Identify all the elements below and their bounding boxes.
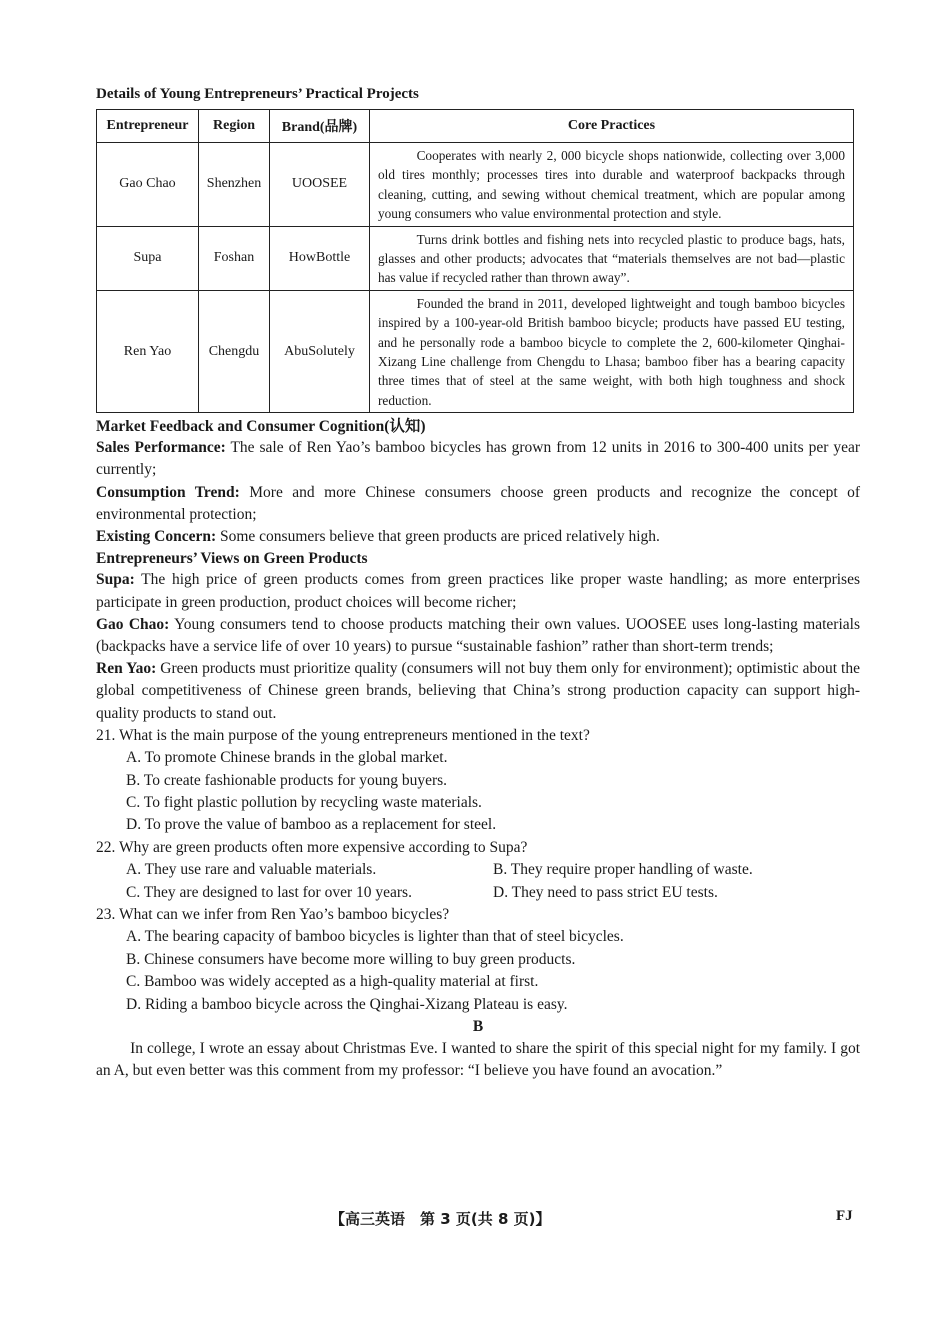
cell-region: Foshan bbox=[199, 226, 270, 290]
cell-entrepreneur: Gao Chao bbox=[97, 143, 199, 227]
cell-brand: HowBottle bbox=[270, 226, 370, 290]
cell-core: Turns drink bottles and fishing nets into recycled plastic to produce bags, hats, glasses and other products; advocates that “materials themselves are not bad—plastic has value if recycled rather than thrown away”. bbox=[370, 226, 854, 290]
table-header-row bbox=[97, 110, 854, 143]
question-22-options-row bbox=[96, 859, 860, 881]
views-heading: Entrepreneurs’ Views on Green Products bbox=[96, 550, 368, 568]
header-region: Region bbox=[199, 110, 270, 143]
page-content bbox=[96, 86, 860, 1082]
question-21-option-c: C. To fight plastic pollution by recycling waste materials. bbox=[126, 793, 482, 811]
footer-code: FJ bbox=[836, 1208, 853, 1224]
table-row bbox=[97, 143, 854, 227]
cell-brand: UOOSEE bbox=[270, 143, 370, 227]
question-23-option-a: A. The bearing capacity of bamboo bicycles is lighter than that of steel bicycles. bbox=[126, 928, 624, 946]
cell-entrepreneur: Supa bbox=[97, 226, 199, 290]
table-row bbox=[97, 290, 854, 412]
market-label: Consumption Trend: bbox=[96, 483, 240, 501]
market-text: Some consumers believe that green products are priced relatively high. bbox=[216, 528, 660, 546]
header-core-practices: Core Practices bbox=[370, 110, 854, 143]
question-23-stem: 23. What can we infer from Ren Yao’s bamboo bicycles? bbox=[96, 905, 450, 923]
market-heading: Market Feedback and Consumer Cognition(认知) bbox=[96, 418, 426, 436]
header-brand: Brand(品牌) bbox=[270, 110, 370, 143]
section-b-label: B bbox=[472, 1018, 484, 1035]
cell-brand: AbuSolutely bbox=[270, 290, 370, 412]
cell-region: Shenzhen bbox=[199, 143, 270, 227]
view-label: Ren Yao: bbox=[96, 660, 157, 678]
view-label: Gao Chao: bbox=[96, 615, 170, 633]
question-22-stem: 22. Why are green products often more expensive according to Supa? bbox=[96, 838, 528, 856]
market-text: More and more Chinese consumers choose green products and recognize the concept of environmental protection; bbox=[96, 483, 860, 523]
question-23-option-d: D. Riding a bamboo bicycle across the Qinghai-Xizang Plateau is easy. bbox=[126, 995, 568, 1013]
footer-page-info: 【高三英语 第 3 页(共 8 页)】 bbox=[330, 1210, 551, 1228]
market-label: Sales Performance: bbox=[96, 439, 226, 457]
table-title: Details of Young Entrepreneurs’ Practical Projects bbox=[96, 86, 419, 102]
cell-region: Chengdu bbox=[199, 290, 270, 412]
view-text: The high price of green products comes from green practices like proper waste handling; as more enterprises participate in green production, product choices will become richer; bbox=[96, 571, 860, 611]
section-b-paragraph: In college, I wrote an essay about Christmas Eve. I wanted to share the spirit of this special night for my family. I got an A, but even better was this comment from my professor: “I believe you have found an avocation.” bbox=[96, 1040, 860, 1080]
market-item bbox=[96, 526, 860, 548]
question-21-option-a: A. To promote Chinese brands in the global market. bbox=[126, 749, 448, 767]
question-21-option-d: D. To prove the value of bamboo as a replacement for steel. bbox=[126, 816, 497, 834]
market-item bbox=[96, 437, 860, 481]
question-21-stem: 21. What is the main purpose of the young entrepreneurs mentioned in the text? bbox=[96, 726, 590, 744]
view-text: Young consumers tend to choose products matching their own values. UOOSEE uses long-lasting materials (backpacks have a service life of over 10 years) to pursue “sustainable fashion” rather than short-term trends; bbox=[96, 615, 860, 655]
cell-core: Cooperates with nearly 2, 000 bicycle shops nationwide, collecting over 3,000 old tires monthly; processes tires into durable and waterproof backpacks through cleaning, cutting, and sewing without chemical treatment, which are popular among young consumers who value environmental protection and style. bbox=[370, 143, 854, 227]
question-22-option-a: A. They use rare and valuable materials. bbox=[126, 861, 377, 879]
cell-core: Founded the brand in 2011, developed lightweight and tough bamboo bicycles inspired by a 100-year-old British bamboo bicycle; products have passed EU testing, and he personally rode a bamboo bicycle to complete the 2, 600-kilometer Qinghai-Xizang Line challenge from Chengdu to Lhasa; bamboo fiber has a bearing capacity three times that of steel at the same weight, with both high toughness and shock reduction. bbox=[370, 290, 854, 412]
question-23-option-b: B. Chinese consumers have become more willing to buy green products. bbox=[126, 950, 576, 968]
cell-entrepreneur: Ren Yao bbox=[97, 290, 199, 412]
market-label: Existing Concern: bbox=[96, 528, 217, 546]
question-22-options-row bbox=[96, 882, 860, 904]
table-row bbox=[97, 226, 854, 290]
view-text: Green products must prioritize quality (consumers will not buy them only for environment); optimistic about the global competitiveness of Chinese green brands, believing that China’s strong production capacity can support high-quality products to stand out. bbox=[96, 660, 860, 722]
header-entrepreneur: Entrepreneur bbox=[97, 110, 199, 143]
view-label: Supa: bbox=[96, 571, 135, 589]
question-21-option-b: B. To create fashionable products for young buyers. bbox=[126, 771, 448, 789]
projects-table bbox=[96, 109, 854, 413]
question-23-option-c: C. Bamboo was widely accepted as a high-quality material at first. bbox=[126, 973, 539, 991]
view-item bbox=[96, 569, 860, 613]
question-22-option-c: C. They are designed to last for over 10 years. bbox=[126, 883, 412, 901]
market-text: The sale of Ren Yao’s bamboo bicycles has grown from 12 units in 2016 to 300-400 units per year currently; bbox=[96, 439, 860, 479]
question-22-option-d: D. They need to pass strict EU tests. bbox=[493, 883, 718, 901]
question-22-option-b: B. They require proper handling of waste. bbox=[493, 861, 753, 879]
view-item bbox=[96, 614, 860, 658]
market-item bbox=[96, 482, 860, 526]
view-item bbox=[96, 658, 860, 725]
